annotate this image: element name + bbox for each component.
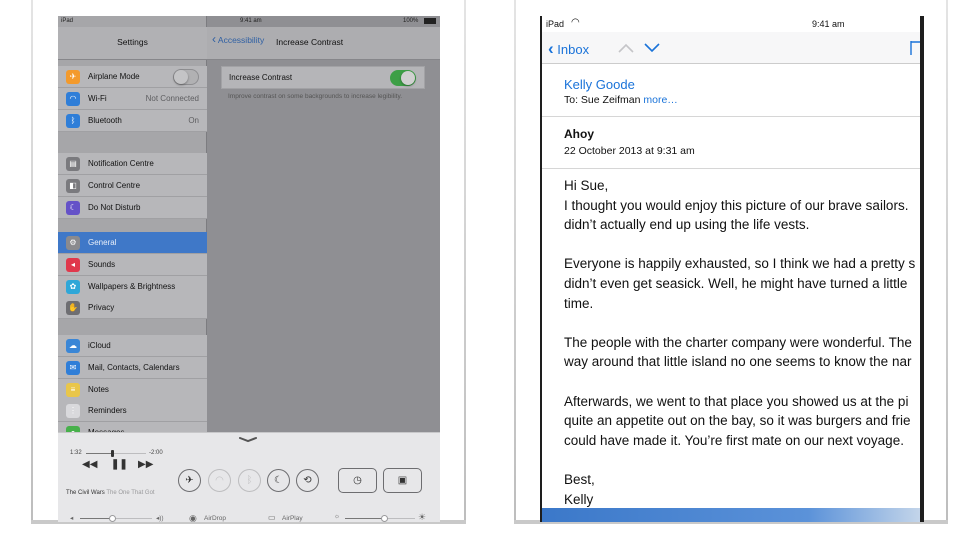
status-bar (58, 16, 440, 27)
volume-level (80, 518, 112, 519)
sidebar-item-label: Privacy (88, 303, 115, 313)
message-line: could have made it. You’re first mate on our next voyage. (564, 432, 904, 448)
sidebar-item-control-centre[interactable] (58, 175, 207, 197)
brightness-high-icon: ☀ (418, 512, 427, 522)
message-line: way around that little island no one seems to know the nar (564, 354, 912, 370)
message-line: Everyone is happily exhausted, so I think we had a pretty s (564, 256, 916, 272)
sidebar-item-notes[interactable] (58, 379, 207, 401)
rotation-lock-icon[interactable]: ⟲ (296, 469, 319, 492)
sidebar-item-label: Control Centre (88, 180, 141, 190)
attached-photo (542, 508, 920, 522)
right-frame-edge-right (946, 0, 948, 524)
message-paragraph (564, 470, 920, 509)
volume-low-icon: ◂ (70, 515, 74, 522)
carrier-label: iPad (546, 19, 565, 29)
pause-icon[interactable]: ❚❚ (111, 459, 128, 470)
brightness-remaining (384, 518, 415, 519)
bluetooth-icon[interactable]: ᛒ (238, 469, 261, 492)
list-icon: ⋮ (66, 404, 80, 418)
inbox-label: Inbox (557, 42, 590, 57)
subject-divider (542, 168, 920, 169)
chevron-left-icon: ‹ (212, 32, 216, 46)
sidebar-item-general[interactable] (58, 232, 207, 254)
wifi-icon: ◠ (571, 17, 580, 28)
mail-screen (540, 16, 920, 522)
bluetooth-icon: ᛒ (66, 114, 80, 128)
settings-screen (58, 16, 440, 522)
message-paragraph (564, 176, 920, 235)
battery-icon (424, 18, 436, 24)
cloud-icon: ☁ (66, 339, 80, 353)
sidebar-item-sounds[interactable] (58, 254, 207, 276)
airplane-mode-toggle[interactable] (173, 69, 199, 85)
detail-title: Increase Contrast (276, 37, 344, 47)
status-bar (542, 16, 920, 32)
airplay-button[interactable]: AirPlay (282, 515, 303, 522)
camera-icon[interactable]: ▣ (383, 468, 422, 493)
message-line: Best, (564, 471, 595, 487)
sidebar-item-mail-contacts-calendars[interactable] (58, 357, 207, 379)
sidebar-item-label: General (88, 238, 117, 247)
scrub-knob[interactable] (111, 450, 114, 457)
brightness-low-icon: ☼ (334, 513, 340, 520)
message-body (564, 176, 920, 522)
carrier-label: iPad (61, 18, 74, 24)
sidebar-item-label: Reminders (88, 406, 127, 416)
sidebar-item-label: Do Not Disturb (88, 202, 141, 212)
control-centre (58, 432, 440, 522)
message-date: 22 October 2013 at 9:31 am (564, 145, 695, 157)
sender-name[interactable]: Kelly Goode (564, 77, 635, 92)
do-not-disturb-icon[interactable]: ☾ (267, 469, 290, 492)
message-subject: Ahoy (564, 127, 594, 141)
remaining-time: -2:00 (149, 450, 163, 456)
status-time: 9:41 am (812, 19, 845, 29)
notes-icon: ≡ (66, 383, 80, 397)
sidebar-item-label: Mail, Contacts, Calendars (88, 362, 180, 372)
notification-icon: ▤ (66, 157, 80, 171)
airplane-icon: ✈ (66, 70, 80, 84)
battery-label: 100% (403, 18, 419, 24)
flag-icon[interactable] (910, 40, 920, 56)
sidebar-item-label: Bluetooth (88, 115, 122, 125)
message-line: Kelly (564, 491, 594, 507)
header-divider (542, 116, 920, 117)
elapsed-time: 1:32 (70, 450, 82, 456)
more-recipients-link[interactable]: more… (643, 94, 678, 106)
scrub-progress (86, 453, 112, 454)
mail-icon: ✉ (66, 361, 80, 375)
grabber-icon[interactable] (239, 437, 257, 443)
increase-contrast-label: Increase Contrast (229, 73, 293, 82)
sidebar-item-label: Wi-Fi (88, 93, 107, 103)
sidebar-item-airplane-mode[interactable] (58, 66, 207, 88)
rewind-icon[interactable]: ◀◀ (82, 459, 98, 470)
left-frame-edge (31, 0, 33, 524)
hand-icon: ✋ (66, 301, 80, 315)
sidebar-title: Settings (117, 37, 148, 47)
message-line: I thought you would enjoy this picture of our brave sailors. (564, 197, 909, 213)
sidebar-item-wallpapers-brightness[interactable] (58, 276, 207, 298)
wifi-icon[interactable]: ◠ (208, 469, 231, 492)
sidebar-item-label: Sounds (88, 259, 116, 269)
airdrop-button[interactable]: AirDrop (204, 515, 227, 522)
sidebar-item-label: Airplane Mode (88, 72, 140, 81)
recipients (564, 94, 678, 106)
speaker-icon: ◂ (66, 258, 80, 272)
message-line: Hi Sue, (564, 178, 609, 193)
airdrop-icon[interactable]: ◉ (189, 513, 197, 522)
inbox-back-button[interactable] (548, 39, 589, 59)
sidebar-item-notification-centre[interactable] (58, 153, 207, 175)
sidebar-item-privacy[interactable] (58, 297, 207, 319)
volume-high-icon: ◂)) (156, 515, 164, 522)
sidebar-item-icloud[interactable] (58, 335, 207, 357)
brightness-slider-knob[interactable] (381, 515, 388, 522)
message-paragraph (564, 392, 920, 451)
volume-remaining (112, 518, 152, 519)
airplane-mode-icon[interactable]: ✈ (178, 469, 201, 492)
next-message-icon[interactable] (644, 42, 660, 54)
status-time: 9:41 am (240, 18, 262, 24)
message-line: quite an appetite out on the bay, so it was burgers and frie (564, 413, 911, 429)
clock-icon[interactable]: ◷ (338, 468, 377, 493)
message-paragraph (564, 254, 920, 313)
sidebar-item-do-not-disturb[interactable] (58, 197, 207, 219)
sidebar-item-label: Wallpapers & Brightness (88, 281, 176, 291)
right-device-bezel (920, 16, 924, 522)
message-line: The people with the charter company were wonderful. The (564, 334, 912, 350)
volume-slider-knob[interactable] (109, 515, 116, 522)
brightness-level (345, 518, 384, 519)
song-artist: The One That Got (106, 490, 155, 496)
gear-icon: ⚙ (66, 236, 80, 250)
fast-forward-icon[interactable]: ▶▶ (138, 459, 154, 470)
back-label: Accessibility (217, 35, 265, 45)
sidebar-item-label: Notification Centre (88, 159, 154, 168)
airplay-icon[interactable]: ▭ (268, 513, 276, 522)
mail-nav-bar (542, 32, 920, 64)
sidebar-item-label: Notes (88, 384, 109, 394)
sidebar-item-label: iCloud (88, 341, 111, 350)
previous-message-icon[interactable] (618, 42, 634, 54)
contrast-footer: Improve contrast on some backgrounds to increase legibility. (228, 93, 403, 100)
sidebar-item-wi-fi[interactable] (58, 88, 207, 110)
message-line: Afterwards, we went to that place you showed us at the pi (564, 393, 909, 409)
sidebar-item-reminders[interactable] (58, 400, 207, 422)
increase-contrast-toggle[interactable] (390, 70, 416, 86)
now-playing (66, 490, 155, 496)
message-line: time. (564, 295, 594, 311)
sidebar-item-bluetooth[interactable] (58, 110, 207, 132)
moon-icon: ☾ (66, 201, 80, 215)
recipient-line: To: Sue Zeifman (564, 94, 641, 106)
message-paragraph (564, 333, 920, 372)
song-title: The Civil Wars (66, 490, 105, 496)
increase-contrast-row (221, 66, 425, 89)
scrub-remaining (112, 453, 146, 454)
chevron-left-icon: ‹ (548, 39, 554, 58)
wifi-icon: ◠ (66, 92, 80, 106)
control-centre-icon: ◧ (66, 179, 80, 193)
sidebar-item-value: Not Connected (145, 93, 199, 103)
right-frame-edge (514, 0, 516, 524)
back-button[interactable] (212, 32, 264, 46)
sidebar-item-value: On (188, 115, 199, 125)
flower-icon: ✿ (66, 280, 80, 294)
message-line: didn’t even get seasick. Well, he might have turned a little (564, 275, 908, 291)
message-line: didn’t actually end up using the life vests. (564, 217, 810, 233)
left-frame-edge-right (464, 0, 466, 524)
